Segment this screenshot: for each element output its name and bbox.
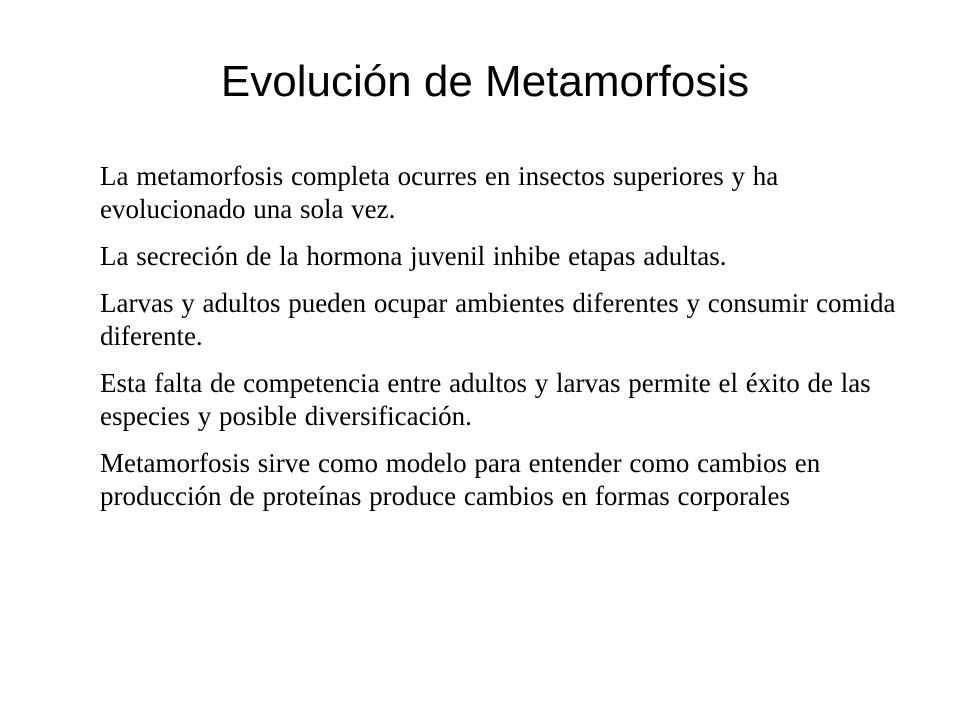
paragraph-1: La metamorfosis completa ocurres en insectos superiores y ha evolucionado una sola vez. <box>100 161 779 224</box>
paragraph-2: La secreción de la hormona juvenil inhibe etapas adultas. <box>100 241 727 271</box>
slide-title: Evolución de Metamorfosis <box>220 57 750 106</box>
slide-body <box>100 160 900 527</box>
paragraph-5: Metamorfosis sirve como modelo para entender como cambios en producción de proteínas produce cambios en formas corporales <box>100 448 821 511</box>
paragraph-3: Larvas y adultos pueden ocupar ambientes diferentes y consumir comida diferente. <box>100 288 896 351</box>
paragraph-4: Esta falta de competencia entre adultos y larvas permite el éxito de las especies y posible diversificación. <box>100 368 871 431</box>
